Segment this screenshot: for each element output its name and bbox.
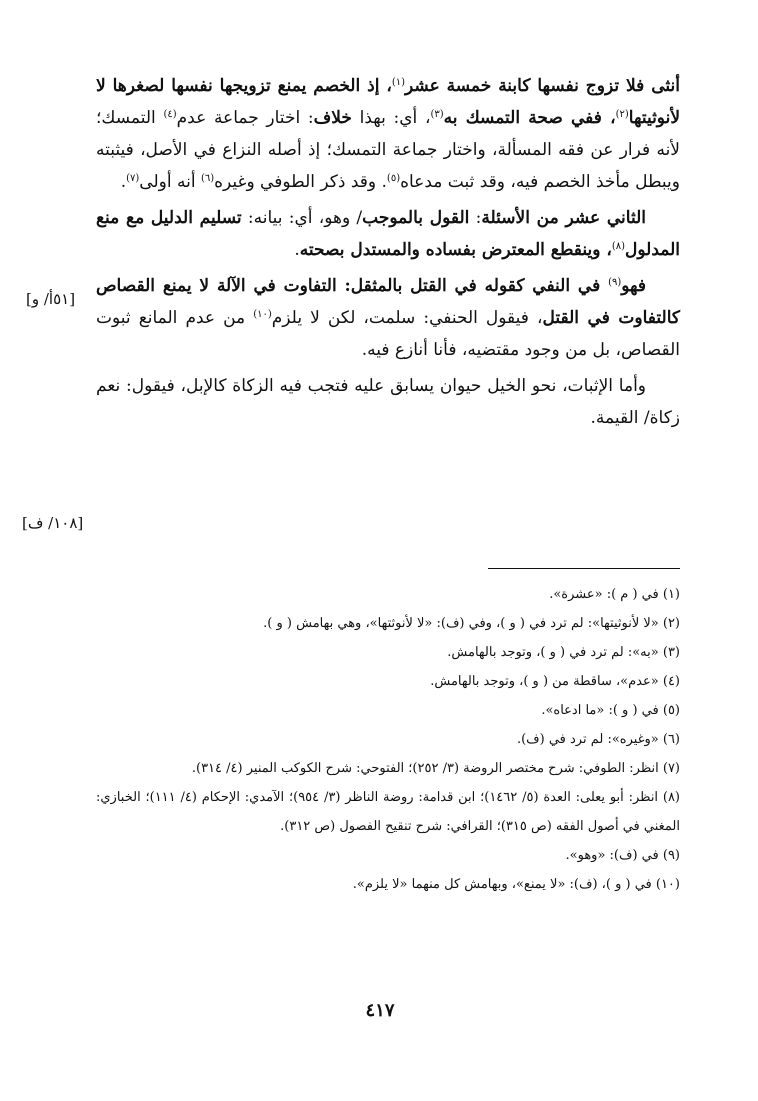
footnote: (٣) «به»: لم ترد في ( و )، وتوجد بالهامش. <box>447 645 680 660</box>
footnote-marker: (٩) <box>608 277 622 288</box>
paragraph <box>96 202 680 266</box>
bold-text-run: فهو <box>621 276 646 296</box>
text-run: / وهو، أي: بيانه: <box>241 208 363 228</box>
text-run: . <box>120 172 127 192</box>
bold-text-run: الثاني عشر من الأسئلة <box>481 208 647 228</box>
text-run: : اختار جماعة عدم <box>176 108 314 128</box>
footnote-marker: (٨) <box>611 241 626 252</box>
page-number: ٤١٧ <box>365 1000 395 1021</box>
text-run: . وقد ذكر الطوفي وغيره <box>214 172 387 192</box>
text-run: : <box>469 208 482 228</box>
bold-text-run: خلاف <box>313 108 352 128</box>
text-run: ، أي: بهذا <box>351 108 431 128</box>
footnote-divider <box>488 568 680 569</box>
footnote: (٥) في ( و ): «ما ادعاه». <box>541 703 680 718</box>
footnote-marker: (٦) <box>200 173 215 184</box>
footnote-marker: (٤) <box>163 109 177 120</box>
footnote: (٦) «وغيره»: لم ترد في (ف). <box>516 732 680 747</box>
footnote: (٨) انظر: أبو يعلى: العدة (٥/ ١٤٦٢)؛ ابن قدامة: روضة الناظر (٣/ ٩٥٤)؛ الآمدي: الإحكام (٤/ ١١١)؛ الخبازي: المغني في أصول الفقه (ص ٣١٥)؛ القرافي: شرح تنقيح الفصول (ص ٣١٢). <box>96 790 680 834</box>
bold-text-run: ، ففي صحة التمسك به <box>443 108 616 128</box>
paragraph <box>96 370 680 434</box>
bold-text-run: ، وينقطع المعترض بفساده والمستدل بصحته <box>299 240 612 260</box>
footnote-marker: (١٠) <box>253 309 272 320</box>
text-run: ، فيقول الحنفي: سلمت، لكن لا يلزم <box>271 308 543 328</box>
paragraph <box>96 70 680 198</box>
text-run: . <box>294 240 300 260</box>
footnote: (٩) في (ف): «وهو». <box>565 848 680 863</box>
bold-text-run: في النفي كقوله في القتل بالمثقل: التفاوت في الآلة لا يمنع القصاص كالتفاوت في القتل <box>96 276 680 328</box>
paragraph <box>96 270 680 366</box>
footnote-marker: (٥) <box>386 173 401 184</box>
text-run: التمسك؛ لأنه فرار عن فقه المسألة، واختار جماعة التمسك؛ إذ أصله النزاع في الأصل، فيثبته ويبطل مأخذ الخصم فيه، وقد ثبت مدعاه <box>96 108 680 192</box>
bold-text-run: أنثى فلا تزوج نفسها كابنة خمسة عشر <box>405 76 680 96</box>
margin-note-folio-f: [١٠٨/ ف] <box>22 514 84 532</box>
footnote: (١) في ( م ): «عشرة». <box>549 587 680 602</box>
bold-text-run: القول بالموجب <box>362 208 470 228</box>
text-run: من عدم المانع ثبوت القصاص، بل من وجود مقتضيه، فأنا أنازع فيه. <box>96 308 680 360</box>
text-run: أنه أولى <box>139 172 201 192</box>
footnote-marker: (٢) <box>615 109 629 120</box>
footnote: (٧) انظر: الطوفي: شرح مختصر الروضة (٣/ ٢٥٢)؛ الفتوحي: شرح الكوكب المنير (٤/ ٣١٤). <box>191 761 680 776</box>
bold-text-run: تسليم الدليل مع منع المدلول <box>96 208 680 260</box>
footnote: (٤) «عدم»، ساقطة من ( و )، وتوجد بالهامش. <box>430 674 680 689</box>
text-run: وأما الإثبات، نحو الخيل حيوان يسابق عليه فتجب فيه الزكاة كالإبل، فيقول: نعم زكاة/ القيمة. <box>96 376 680 428</box>
footnote-marker: (٧) <box>126 173 140 184</box>
footnote-marker: (٣) <box>430 109 444 120</box>
margin-note-folio-w: [٥١أ/ و] <box>26 290 76 308</box>
footnote-marker: (١) <box>391 77 406 88</box>
footnote: (٢) «لا لأنوثيتها»: لم ترد في ( و )، وفي (ف): «لا لأنوثتها»، وهي بهامش ( و ). <box>263 616 680 631</box>
footnote: (١٠) في ( و )، (ف): «لا يمنع»، وبهامش كل منهما «لا يلزم». <box>352 877 680 892</box>
footnotes <box>96 580 680 899</box>
main-text <box>96 70 680 434</box>
bold-text-run: ، إذ الخصم يمنع تزويجها نفسها لصغرها لا لأنوثيتها <box>96 76 681 128</box>
